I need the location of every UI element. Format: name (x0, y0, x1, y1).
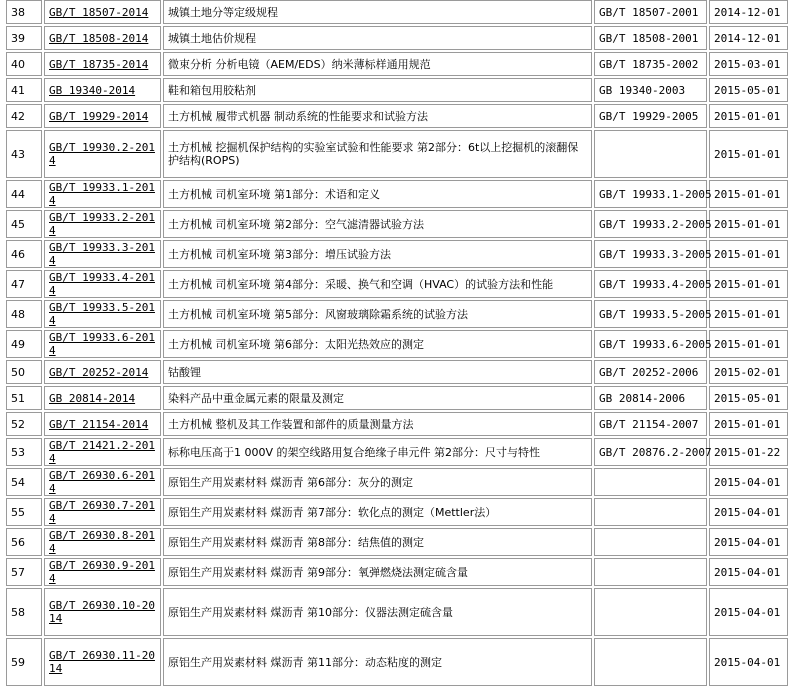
implementation-date: 2015-04-01 (709, 498, 788, 526)
standard-title: 原铝生产用炭素材料 煤沥青 第9部分：氧弹燃烧法测定硫含量 (163, 558, 592, 586)
standard-code-link[interactable]: GB/T 26930.10-2014 (49, 599, 155, 625)
implementation-date: 2015-01-01 (709, 300, 788, 328)
row-number: 59 (6, 638, 42, 686)
standard-title: 微束分析 分析电镜（AEM/EDS）纳米薄标样通用规范 (163, 52, 592, 76)
standard-code-link[interactable]: GB/T 19929-2014 (49, 109, 149, 123)
standard-title: 土方机械 司机室环境 第5部分：风窗玻璃除霜系统的试验方法 (163, 300, 592, 328)
standard-code-link[interactable]: GB/T 19933.2-2014 (49, 211, 155, 237)
replaced-standard (594, 498, 707, 526)
table-row (6, 498, 788, 526)
standard-code-cell (44, 588, 161, 636)
standard-title: 原铝生产用炭素材料 煤沥青 第6部分：灰分的测定 (163, 468, 592, 496)
standard-code-cell (44, 52, 161, 76)
standard-title: 原铝生产用炭素材料 煤沥青 第8部分：结焦值的测定 (163, 528, 592, 556)
implementation-date: 2015-01-01 (709, 104, 788, 128)
table-row (6, 104, 788, 128)
table-row (6, 130, 788, 178)
standard-code-cell (44, 0, 161, 24)
standard-code-cell (44, 558, 161, 586)
row-number: 51 (6, 386, 42, 410)
row-number: 46 (6, 240, 42, 268)
implementation-date: 2015-01-01 (709, 270, 788, 298)
standard-code-link[interactable]: GB/T 26930.6-2014 (49, 469, 155, 495)
standard-title: 原铝生产用炭素材料 煤沥青 第7部分：软化点的测定（Mettler法） (163, 498, 592, 526)
row-number: 45 (6, 210, 42, 238)
implementation-date: 2015-04-01 (709, 638, 788, 686)
standard-title: 土方机械 司机室环境 第4部分：采暖、换气和空调（HVAC）的试验方法和性能 (163, 270, 592, 298)
table-row (6, 438, 788, 466)
replaced-standard: GB/T 18507-2001 (594, 0, 707, 24)
standards-table-viewport (4, 0, 790, 675)
standard-title: 土方机械 司机室环境 第3部分：增压试验方法 (163, 240, 592, 268)
implementation-date: 2015-01-01 (709, 240, 788, 268)
standard-title: 原铝生产用炭素材料 煤沥青 第10部分：仪器法测定硫含量 (163, 588, 592, 636)
implementation-date: 2015-01-01 (709, 210, 788, 238)
table-row (6, 52, 788, 76)
table-row (6, 468, 788, 496)
implementation-date: 2015-01-01 (709, 330, 788, 358)
standard-title: 土方机械 司机室环境 第1部分：术语和定义 (163, 180, 592, 208)
row-number: 49 (6, 330, 42, 358)
standard-title: 土方机械 司机室环境 第6部分：太阳光热效应的测定 (163, 330, 592, 358)
standard-code-link[interactable]: GB/T 18735-2014 (49, 57, 149, 71)
standard-title: 染料产品中重金属元素的限量及测定 (163, 386, 592, 410)
row-number: 39 (6, 26, 42, 50)
standards-table (4, 0, 790, 688)
replaced-standard: GB 19340-2003 (594, 78, 707, 102)
standard-code-cell (44, 638, 161, 686)
replaced-standard: GB/T 20876.2-2007 (594, 438, 707, 466)
implementation-date: 2015-01-01 (709, 130, 788, 178)
replaced-standard: GB/T 19933.5-2005 (594, 300, 707, 328)
implementation-date: 2015-01-22 (709, 438, 788, 466)
standard-code-link[interactable]: GB/T 19930.2-2014 (49, 141, 155, 167)
standard-title: 土方机械 整机及其工作装置和部件的质量测量方法 (163, 412, 592, 436)
implementation-date: 2015-05-01 (709, 78, 788, 102)
replaced-standard (594, 528, 707, 556)
row-number: 50 (6, 360, 42, 384)
standard-code-cell (44, 528, 161, 556)
row-number: 55 (6, 498, 42, 526)
standard-code-link[interactable]: GB/T 26930.11-2014 (49, 649, 155, 675)
standard-code-link[interactable]: GB/T 18507-2014 (49, 5, 149, 19)
table-row (6, 558, 788, 586)
replaced-standard: GB/T 19933.4-2005 (594, 270, 707, 298)
standard-code-cell (44, 26, 161, 50)
standard-code-link[interactable]: GB/T 19933.5-2014 (49, 301, 155, 327)
standard-title: 原铝生产用炭素材料 煤沥青 第11部分：动态粘度的测定 (163, 638, 592, 686)
standard-code-cell (44, 78, 161, 102)
standard-title: 鞋和箱包用胶粘剂 (163, 78, 592, 102)
replaced-standard: GB/T 19929-2005 (594, 104, 707, 128)
standard-code-cell (44, 300, 161, 328)
standard-code-cell (44, 180, 161, 208)
implementation-date: 2015-03-01 (709, 52, 788, 76)
replaced-standard: GB/T 19933.3-2005 (594, 240, 707, 268)
standard-title: 土方机械 司机室环境 第2部分：空气滤清器试验方法 (163, 210, 592, 238)
standard-code-cell (44, 330, 161, 358)
replaced-standard (594, 588, 707, 636)
table-row (6, 78, 788, 102)
implementation-date: 2015-01-01 (709, 412, 788, 436)
replaced-standard: GB/T 18508-2001 (594, 26, 707, 50)
implementation-date: 2014-12-01 (709, 26, 788, 50)
standard-code-link[interactable]: GB/T 19933.1-2014 (49, 181, 155, 207)
standard-code-cell (44, 270, 161, 298)
implementation-date: 2015-04-01 (709, 588, 788, 636)
standard-code-cell (44, 498, 161, 526)
row-number: 43 (6, 130, 42, 178)
replaced-standard: GB 20814-2006 (594, 386, 707, 410)
standard-title: 钴酸锂 (163, 360, 592, 384)
row-number: 58 (6, 588, 42, 636)
standard-code-link[interactable]: GB/T 21154-2014 (49, 417, 149, 431)
replaced-standard: GB/T 19933.6-2005 (594, 330, 707, 358)
table-row (6, 0, 788, 24)
implementation-date: 2015-01-01 (709, 180, 788, 208)
table-row (6, 412, 788, 436)
standard-code-cell (44, 360, 161, 384)
replaced-standard (594, 130, 707, 178)
implementation-date: 2015-05-01 (709, 386, 788, 410)
standard-code-link[interactable]: GB 20814-2014 (49, 391, 136, 405)
implementation-date: 2015-02-01 (709, 360, 788, 384)
standard-code-link[interactable]: GB/T 26930.8-2014 (49, 529, 155, 555)
standard-code-link[interactable]: GB/T 20252-2014 (49, 365, 149, 379)
table-row (6, 360, 788, 384)
table-row (6, 330, 788, 358)
standard-code-cell (44, 104, 161, 128)
replaced-standard: GB/T 19933.1-2005 (594, 180, 707, 208)
table-row (6, 180, 788, 208)
implementation-date: 2015-04-01 (709, 468, 788, 496)
row-number: 38 (6, 0, 42, 24)
standard-code-link[interactable]: GB 19340-2014 (49, 83, 136, 97)
table-row (6, 588, 788, 636)
replaced-standard (594, 638, 707, 686)
row-number: 48 (6, 300, 42, 328)
row-number: 52 (6, 412, 42, 436)
standard-code-link[interactable]: GB/T 19933.3-2014 (49, 241, 155, 267)
table-row (6, 528, 788, 556)
standard-code-link[interactable]: GB/T 18508-2014 (49, 31, 149, 45)
replaced-standard (594, 468, 707, 496)
row-number: 54 (6, 468, 42, 496)
standard-title: 土方机械 履带式机器 制动系统的性能要求和试验方法 (163, 104, 592, 128)
replaced-standard: GB/T 20252-2006 (594, 360, 707, 384)
table-row (6, 210, 788, 238)
standard-title: 城镇土地分等定级规程 (163, 0, 592, 24)
standard-code-cell (44, 412, 161, 436)
implementation-date: 2014-12-01 (709, 0, 788, 24)
standard-code-cell (44, 438, 161, 466)
standard-code-cell (44, 386, 161, 410)
row-number: 56 (6, 528, 42, 556)
replaced-standard: GB/T 21154-2007 (594, 412, 707, 436)
table-row (6, 270, 788, 298)
table-row (6, 240, 788, 268)
row-number: 40 (6, 52, 42, 76)
row-number: 42 (6, 104, 42, 128)
row-number: 47 (6, 270, 42, 298)
table-row (6, 26, 788, 50)
standard-code-link[interactable]: GB/T 26930.7-2014 (49, 499, 155, 525)
replaced-standard: GB/T 19933.2-2005 (594, 210, 707, 238)
standard-code-cell (44, 468, 161, 496)
standard-code-cell (44, 210, 161, 238)
row-number: 41 (6, 78, 42, 102)
implementation-date: 2015-04-01 (709, 528, 788, 556)
standards-table-body (6, 0, 788, 686)
row-number: 57 (6, 558, 42, 586)
standard-code-cell (44, 130, 161, 178)
implementation-date: 2015-04-01 (709, 558, 788, 586)
row-number: 53 (6, 438, 42, 466)
table-row (6, 638, 788, 686)
standard-code-link[interactable]: GB/T 19933.4-2014 (49, 271, 155, 297)
table-row (6, 300, 788, 328)
replaced-standard (594, 558, 707, 586)
table-row (6, 386, 788, 410)
replaced-standard: GB/T 18735-2002 (594, 52, 707, 76)
standard-code-cell (44, 240, 161, 268)
standard-title: 标称电压高于1 000V 的架空线路用复合绝缘子串元件 第2部分：尺寸与特性 (163, 438, 592, 466)
standard-title: 土方机械 挖掘机保护结构的实验室试验和性能要求 第2部分：6t以上挖掘机的滚翻保护结构(ROPS) (163, 130, 592, 178)
standard-title: 城镇土地估价规程 (163, 26, 592, 50)
standard-code-link[interactable]: GB/T 19933.6-2014 (49, 331, 155, 357)
standard-code-link[interactable]: GB/T 21421.2-2014 (49, 439, 155, 465)
row-number: 44 (6, 180, 42, 208)
standard-code-link[interactable]: GB/T 26930.9-2014 (49, 559, 155, 585)
